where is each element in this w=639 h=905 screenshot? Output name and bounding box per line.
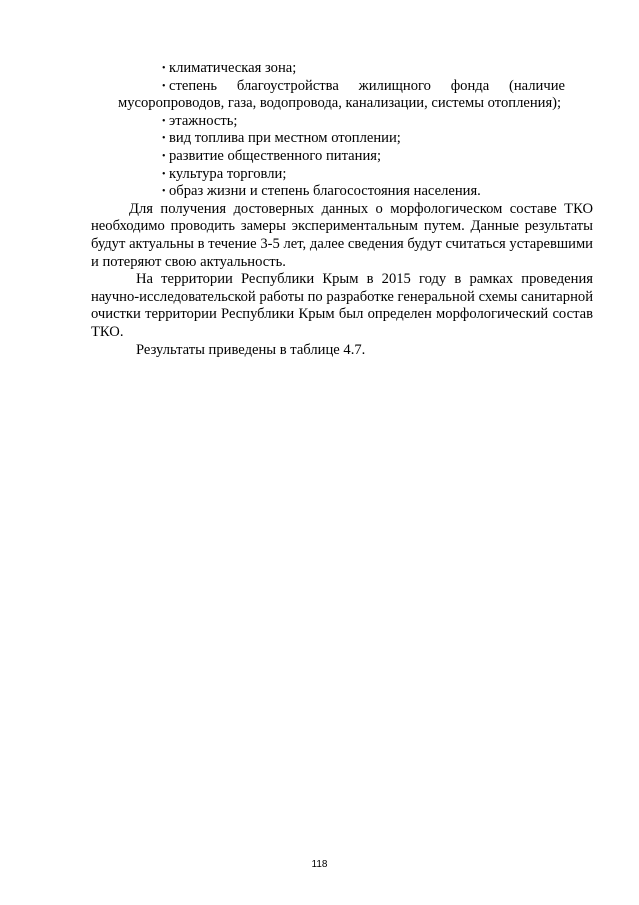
bullet-marker: • bbox=[162, 63, 166, 74]
list-item bbox=[118, 78, 565, 113]
page-number: 118 bbox=[311, 859, 328, 870]
paragraph-table-reference: Результаты приведены в таблице 4.7. bbox=[136, 341, 366, 358]
list-item-text: образ жизни и степень благосостояния населения. bbox=[169, 183, 481, 200]
bullet-marker: • bbox=[162, 115, 166, 127]
bullet-marker: • bbox=[162, 186, 166, 198]
list-item bbox=[118, 113, 565, 131]
list-item-text: этажность; bbox=[169, 112, 238, 129]
factor-list bbox=[91, 60, 565, 201]
list-item bbox=[118, 166, 565, 184]
list-item-text: вид топлива при местном отоплении; bbox=[169, 130, 401, 147]
list-item-text: климатическая зона; bbox=[169, 60, 297, 76]
list-item-text: степень благоустройства жилищного фонда (наличие мусоропроводов, газа, водопровода, канализации, системы отопления); bbox=[118, 77, 565, 112]
list-item bbox=[118, 183, 565, 201]
paragraph-crimea-study: На территории Республики Крым в 2015 году в рамках проведения научно-исследовательской работы по разработке генеральной схемы санитарной очистки территории Республики Крым был определен морфологический состав ТКО. bbox=[91, 271, 593, 340]
list-item-text: развитие общественного питания; bbox=[169, 147, 382, 164]
bullet-marker: • bbox=[162, 80, 166, 92]
list-item bbox=[118, 148, 565, 166]
paragraph-measurement: Для получения достоверных данных о морфологическом составе ТКО необходимо проводить замеры экспериментальным путем. Данные результаты будут актуальны в течение 3-5 лет, далее сведения будут считаться устаревшими и потеряют свою актуальность. bbox=[91, 200, 593, 270]
list-item-text: культура торговли; bbox=[169, 165, 287, 182]
bullet-marker: • bbox=[162, 168, 166, 180]
text-block bbox=[91, 60, 593, 359]
bullet-marker: • bbox=[162, 150, 166, 162]
list-item bbox=[118, 60, 565, 78]
bullet-marker: • bbox=[162, 133, 166, 145]
list-item bbox=[118, 130, 565, 148]
